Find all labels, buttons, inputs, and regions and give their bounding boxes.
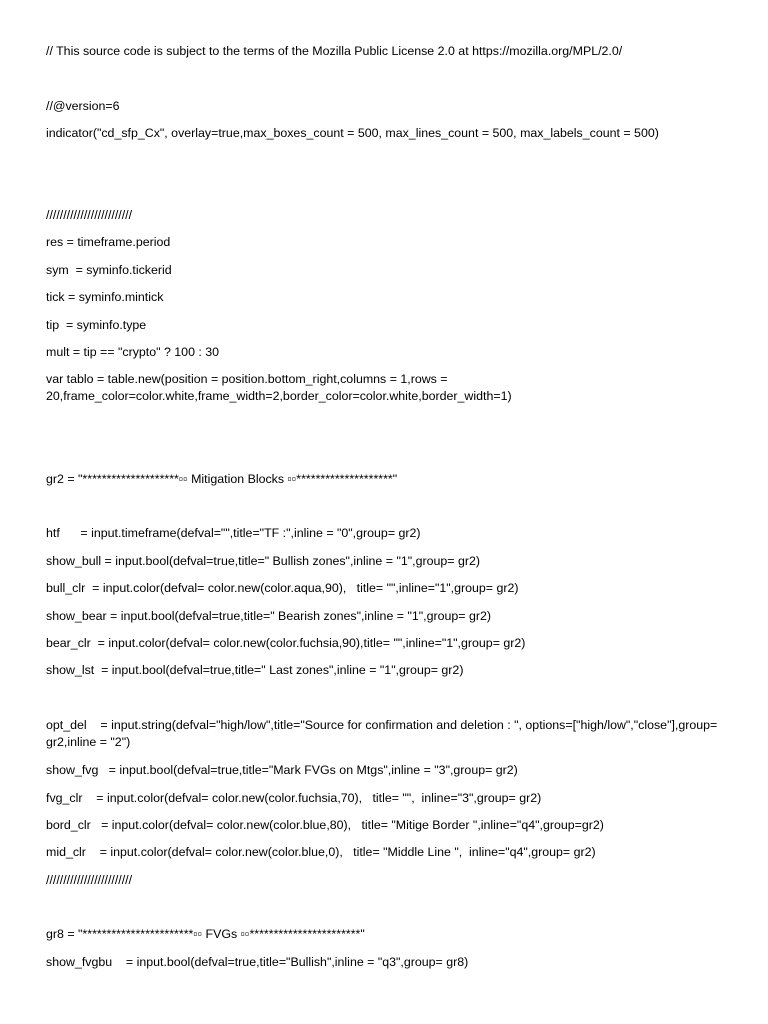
code-line-tick: tick = syminfo.mintick [46,290,164,304]
code-line-show-fvg: show_fvg = input.bool(defval=true,title="Mark FVGs on Mtgs",inline = "3",group= gr2) [46,763,518,777]
code-line-sym: sym = syminfo.tickerid [46,263,172,277]
code-line-htf: htf = input.timeframe(defval="",title="TF :",inline = "0",group= gr2) [46,526,421,540]
code-line-gr2: gr2 = "********************▫▫ Mitigation Blocks ▫▫********************" [46,472,398,486]
code-line-mult: mult = tip == "crypto" ? 100 : 30 [46,345,220,359]
code-line-show-bull: show_bull = input.bool(defval=true,title=" Bullish zones",inline = "1",group= gr2) [46,554,480,568]
code-line-license: // This source code is subject to the terms of the Mozilla Public License 2.0 at https://mozilla.org/MPL/2.0/ [46,44,623,58]
code-line-show-lst: show_lst = input.bool(defval=true,title=" Last zones",inline = "1",group= gr2) [46,663,464,677]
code-line-bull-clr: bull_clr = input.color(defval= color.new(color.aqua,90), title= "",inline="1",group= gr2) [46,581,519,595]
code-line-tip: tip = syminfo.type [46,318,147,332]
code-line-res: res = timeframe.period [46,235,171,249]
code-line-show-bear: show_bear = input.bool(defval=true,title=" Bearish zones",inline = "1",group= gr2) [46,609,491,623]
code-line-indicator: indicator("cd_sfp_Cx", overlay=true,max_boxes_count = 500, max_lines_count = 500, max_labels_count = 500) [46,126,659,140]
code-line-fvg-clr: fvg_clr = input.color(defval= color.new(color.fuchsia,70), title= "", inline="3",group= gr2) [46,791,542,805]
code-line-gr8: gr8 = "***********************▫▫ FVGs ▫▫***********************" [46,927,365,941]
code-line-bear-clr: bear_clr = input.color(defval= color.new(color.fuchsia,90),title= "",inline="1",group= gr2) [46,636,526,650]
code-line-separator: ///////////////////////// [46,208,133,222]
code-line-separator-2: ///////////////////////// [46,873,133,887]
code-line-opt-del: opt_del = input.string(defval="high/low",title="Source for confirmation and deletion : ", options=["high/low","close"],group= gr2,inline = "2") [46,718,721,749]
code-line-version: //@version=6 [46,99,120,113]
code-line-show-fvgbu: show_fvgbu = input.bool(defval=true,title="Bullish",inline = "q3",group= gr8) [46,955,469,969]
code-line-mid-clr: mid_clr = input.color(defval= color.new(color.blue,0), title= "Middle Line ", inline="q4",group= gr2) [46,845,596,859]
code-line-bord-clr: bord_clr = input.color(defval= color.new(color.blue,80), title= "Mitige Border ",inline="q4",group=gr2) [46,818,604,832]
code-line-tablo: var tablo = table.new(position = position.bottom_right,columns = 1,rows = 20,frame_color=color.white,frame_width=2,border_color=color.white,border_width=1) [46,372,512,403]
